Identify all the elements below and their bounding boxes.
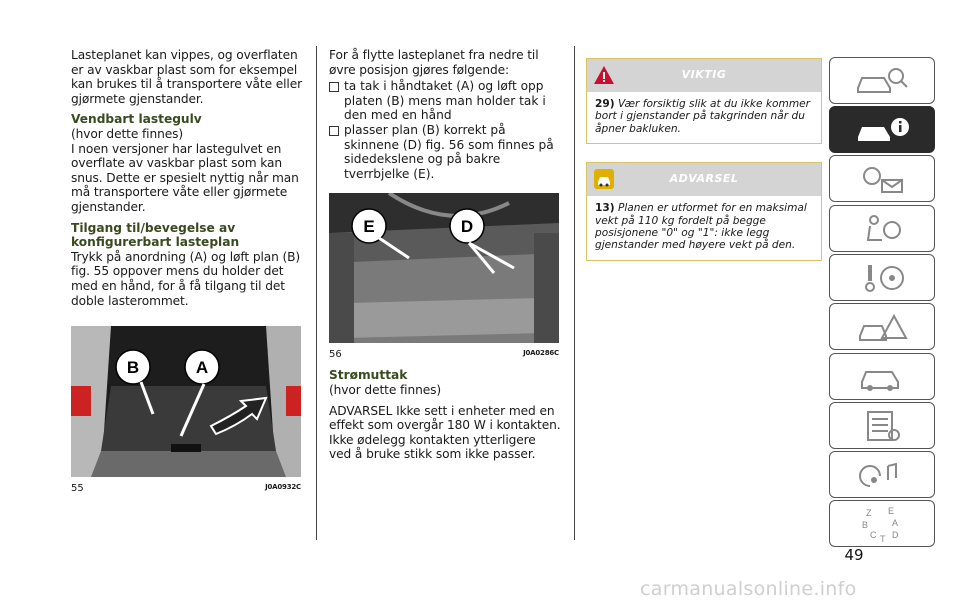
tab-car-info[interactable]	[829, 106, 935, 153]
technical-data-icon	[852, 409, 912, 443]
notice-text: Planen er utformet for en maksimal vekt på 110 kg fordelt på begge posisjonene "0" og "1": ikke legg gjenstander med høyere vekt på den.	[595, 202, 807, 252]
car-emergency-icon	[852, 310, 912, 344]
page-number: 49	[844, 546, 864, 564]
section-heading-configurable-floor: Tilgang til/bevegelse av konfigurerbart lasteplan	[71, 220, 240, 250]
column-middle	[329, 48, 561, 468]
warning-light-message-icon	[852, 162, 912, 196]
figure-number: 55	[71, 483, 84, 495]
seat-airbag-icon	[852, 212, 912, 246]
column-divider	[574, 46, 575, 540]
index-letter: B	[862, 519, 869, 530]
figure-55-photo	[71, 326, 301, 477]
important-notice-title: VIKTIG	[681, 68, 727, 81]
tab-technical-data[interactable]	[829, 402, 935, 449]
list-item	[329, 79, 561, 123]
section-subheading: (hvor dette finnes)	[329, 382, 442, 397]
tab-car-search[interactable]	[829, 57, 935, 104]
list-item-text: plasser plan (B) korrekt på skinnene (D) fig. 56 som finnes på sidedekslene og på bakre tverrbjelke (E).	[344, 122, 554, 181]
section-heading-reversible-floor: Vendbart lastegulv	[71, 112, 202, 127]
multimedia-icon	[852, 458, 912, 492]
checkbox-bullet-icon	[329, 126, 339, 136]
important-notice-header	[587, 59, 821, 92]
tab-warning-lights[interactable]	[829, 155, 935, 202]
figure-label-d: D	[460, 217, 474, 237]
column-left	[71, 48, 303, 494]
starting-steering-wheel-icon	[852, 261, 912, 295]
index-letter: A	[892, 517, 899, 528]
trunk-photo-illustration	[71, 326, 301, 477]
column-right	[586, 58, 822, 279]
section-heading-power-outlet: Strømuttak	[329, 368, 408, 383]
tab-maintenance[interactable]	[829, 353, 935, 400]
tab-starting-driving[interactable]	[829, 254, 935, 301]
figure-caption	[329, 349, 559, 360]
move-floor-intro: For å flytte lasteplanet fra nedre til øvre posisjon gjøres følgende:	[329, 48, 539, 77]
warning-notice	[586, 162, 822, 261]
intro-text: Lasteplanet kan vippes, og overflaten er av vaskbar plast som for eksempel kan brukes til å transportere våte eller gjørmete gjenstander.	[71, 48, 303, 106]
car-search-icon	[852, 64, 912, 98]
figure-number: 56	[329, 349, 342, 361]
figure-label-e: E	[363, 217, 375, 237]
checkbox-bullet-icon	[329, 82, 339, 92]
tab-seat-airbag[interactable]	[829, 205, 935, 252]
section-subheading: (hvor dette finnes)	[71, 126, 184, 141]
important-notice-body	[587, 92, 821, 143]
index-letter: E	[888, 505, 895, 516]
index-letter: C	[870, 529, 877, 540]
watermark: carmanualsonline.info	[640, 578, 857, 600]
list-item-text: ta tak i håndtaket (A) og løft opp platen (B) mens man holder tak i den med en hånd	[344, 79, 546, 123]
car-info-icon	[852, 113, 912, 147]
list-item	[329, 123, 561, 181]
configurable-floor-text: Trykk på anordning (A) og løft plan (B) fig. 55 oppover mens du holder det med en hånd, for å få tilgang til det doble lasterommet.	[71, 249, 301, 308]
power-outlet-warning-text: ADVARSEL Ikke sett i enheter med en effekt som overgår 180 W i kontakten. Ikke ødelegg kontakten ytterligere ved å bruke stikk som ikke passer.	[329, 403, 561, 462]
index-letter: D	[892, 529, 899, 540]
figure-code: J0A0286C	[523, 349, 559, 358]
notice-number: 13)	[595, 202, 615, 215]
important-notice	[586, 58, 822, 144]
column-divider	[316, 46, 317, 540]
tab-multimedia[interactable]	[829, 451, 935, 498]
tab-emergency[interactable]	[829, 303, 935, 350]
index-letter: Z	[866, 507, 872, 518]
figure-code: J0A0932C	[265, 483, 301, 492]
index-letter: T	[880, 533, 886, 544]
notice-number: 29)	[595, 98, 615, 110]
warning-notice-header	[587, 163, 821, 196]
figure-label-a: A	[195, 358, 209, 378]
figure-label-b: B	[126, 358, 140, 378]
figure-56-photo	[329, 193, 559, 343]
reversible-floor-text: I noen versjoner har lastegulvet en overflate av vaskbar plast som kan snus. Dette er spesielt nyttig når man må transportere våte eller gjørmete gjenstander.	[71, 141, 299, 214]
warning-notice-body	[587, 196, 821, 260]
figure-caption	[71, 483, 301, 494]
warning-notice-title: ADVARSEL	[669, 172, 739, 186]
alphabetical-index-icon	[852, 504, 912, 544]
trunk-rail-illustration	[329, 193, 559, 343]
tab-alphabetical-index[interactable]	[829, 500, 935, 547]
car-maintenance-icon	[852, 360, 912, 394]
notice-text: Vær forsiktig slik at du ikke kommer bort i gjenstander på takgrinden når du åpner bakluken.	[595, 98, 811, 135]
